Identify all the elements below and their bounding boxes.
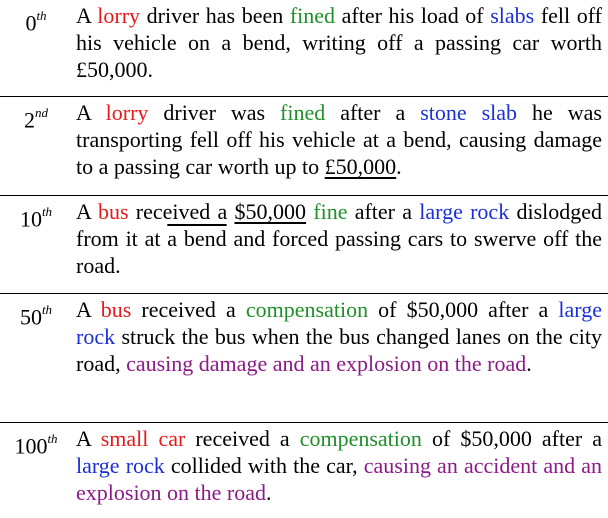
iteration-number: 2 bbox=[24, 107, 35, 133]
row-label bbox=[0, 97, 72, 195]
text-segment: . bbox=[396, 154, 402, 179]
iteration-suffix: th bbox=[41, 204, 53, 219]
iteration-number: 50 bbox=[19, 304, 42, 330]
highlight-green: fined bbox=[280, 100, 326, 125]
text-segment: and forced passing cars to swerve off the road. bbox=[76, 226, 603, 278]
text-segment: after a bbox=[325, 100, 421, 125]
highlight-red: bus bbox=[97, 199, 129, 224]
text-segment: driver was bbox=[148, 100, 281, 125]
iteration-suffix: th bbox=[36, 8, 47, 23]
text-segment: $50,000 bbox=[234, 199, 307, 224]
text-segment: after a bbox=[347, 199, 420, 224]
highlight-blue: large rock bbox=[76, 453, 165, 478]
row-label bbox=[0, 0, 72, 96]
text-segment: of $50,000 after a bbox=[368, 297, 559, 322]
text-segment: A bbox=[76, 199, 98, 224]
text-segment: . bbox=[526, 351, 532, 376]
text-segment: collided with the car, bbox=[164, 453, 364, 478]
text-segment: A bbox=[76, 297, 101, 322]
iteration-number: 0 bbox=[25, 10, 37, 36]
iteration-suffix: nd bbox=[35, 105, 48, 120]
row-label bbox=[0, 423, 72, 518]
table-row bbox=[0, 196, 608, 294]
table-row bbox=[0, 423, 608, 518]
row-label bbox=[0, 294, 72, 422]
highlight-green: fine bbox=[313, 199, 348, 224]
highlight-purple: causing damage and an explosion on the road bbox=[126, 351, 527, 376]
text-segment: . bbox=[266, 480, 272, 505]
text-segment: struck the bus when the bus changed lanes on the city road, bbox=[76, 324, 602, 376]
iteration-suffix: th bbox=[41, 302, 53, 317]
highlight-green: fined bbox=[289, 3, 336, 28]
highlight-green: compensation bbox=[299, 426, 422, 451]
text-segment: after his load of bbox=[335, 3, 491, 28]
text-segment: A bbox=[76, 426, 101, 451]
iteration-number: 10 bbox=[19, 206, 42, 232]
iteration-suffix: th bbox=[47, 431, 58, 446]
highlight-blue: slabs bbox=[490, 3, 535, 28]
text-segment: received a bbox=[185, 426, 300, 451]
text-segment: dislodged from it at bbox=[76, 199, 603, 251]
text-segment: he was transporting fell off his vehicle at a bend, causing damage to a passing car worth up to bbox=[76, 100, 602, 179]
text-segment: £50,000 bbox=[324, 154, 397, 179]
sentence-text bbox=[72, 294, 608, 422]
highlight-red: lorry bbox=[97, 3, 141, 28]
sentence-text bbox=[72, 0, 608, 96]
table-row bbox=[0, 0, 608, 97]
highlight-red: small car bbox=[100, 426, 186, 451]
iteration-number: 100 bbox=[14, 433, 48, 459]
highlight-green: compensation bbox=[245, 297, 369, 322]
text-segment: of $50,000 after a bbox=[421, 426, 602, 451]
table-row bbox=[0, 97, 608, 196]
highlight-blue: large rock bbox=[76, 297, 602, 349]
row-label bbox=[0, 196, 72, 293]
text-segment: driver has been bbox=[140, 3, 290, 28]
text-segment: A bbox=[76, 3, 98, 28]
highlight-red: lorry bbox=[105, 100, 149, 125]
text-segment: received a bbox=[128, 199, 235, 224]
text-segment: fell off his vehicle on a bend, writing off a passing car worth £50,000. bbox=[76, 3, 603, 82]
text-segment: received a bbox=[131, 297, 246, 322]
sentence-text bbox=[72, 423, 608, 518]
highlight-blue: large rock bbox=[419, 199, 510, 224]
highlight-blue: stone slab bbox=[420, 100, 518, 125]
table-row bbox=[0, 294, 608, 423]
highlight-red: bus bbox=[100, 297, 132, 322]
text-segment: A bbox=[76, 100, 106, 125]
text-segment: a bend bbox=[167, 226, 227, 251]
highlight-purple: causing an accident and an explosion on the road bbox=[76, 453, 602, 505]
sentence-text bbox=[72, 97, 608, 195]
sentence-text bbox=[72, 196, 608, 293]
